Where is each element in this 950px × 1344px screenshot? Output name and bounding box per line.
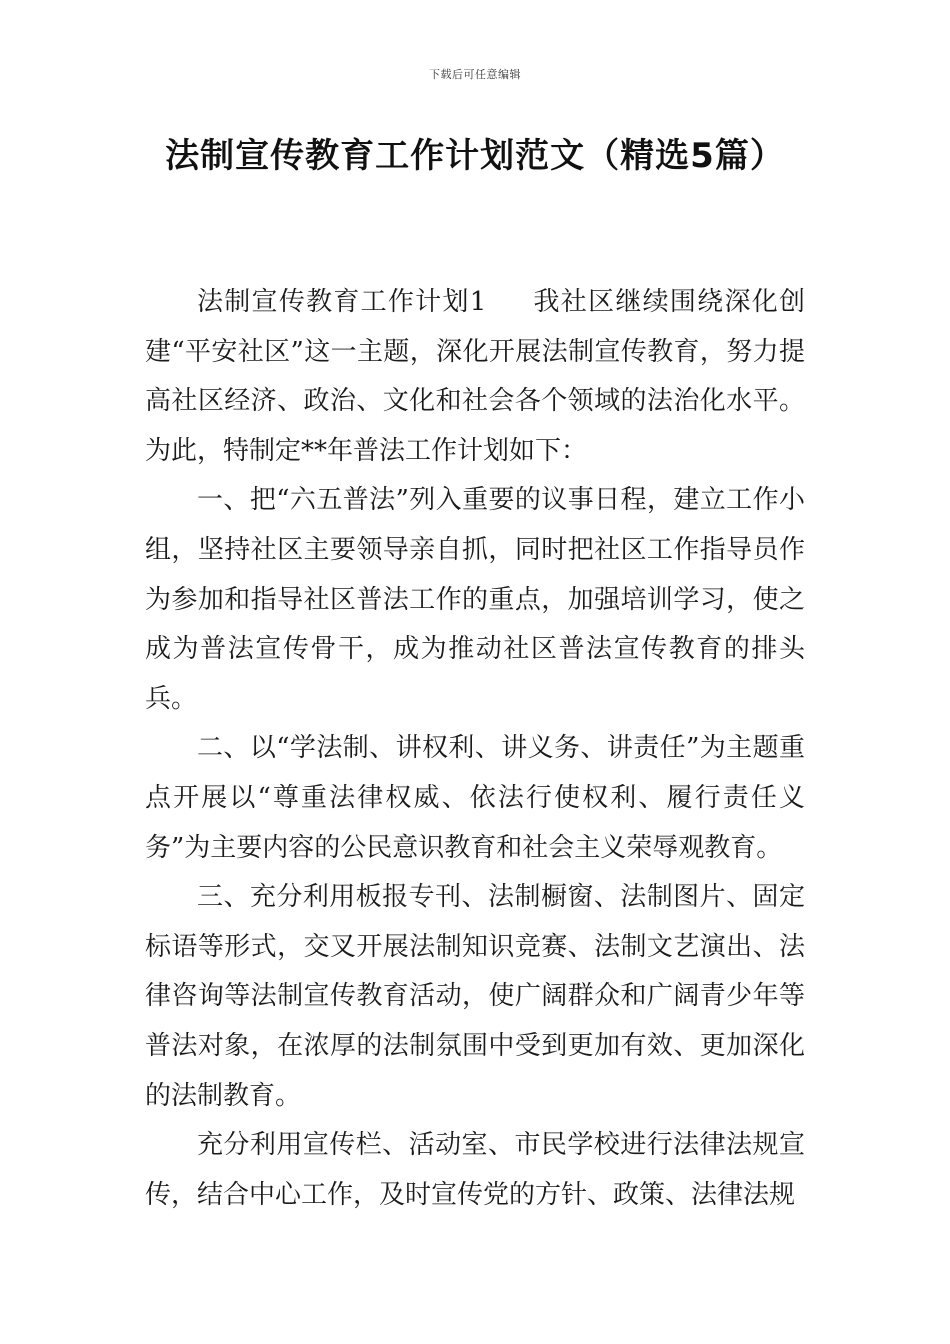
paragraph-5: 充分利用宣传栏、活动室、市民学校进行法律法规宣传，结合中心工作，及时宣传党的方针、政策、法律法规 (145, 1130, 805, 1210)
header-note: 下载后可任意编辑 (429, 68, 521, 81)
paragraph-3: 二、以“学法制、讲权利、讲义务、讲责任”为主题重点开展以“尊重法律权威、依法行使权利、履行责任义务”为主要内容的公民意识教育和社会主义荣辱观教育。 (145, 733, 805, 863)
paragraph-1-text: 我社区继续围绕深化创建“平安社区”这一主题，深化开展法制宣传教育，努力提高社区经济、政治、文化和社会各个领域的法治化水平。为此，特制定**年普法工作计划如下： (145, 287, 805, 466)
paragraph-1 (145, 278, 805, 476)
document-title: 法制宣传教育工作计划范文（精选5篇） (165, 136, 785, 176)
section-label: 法制宣传教育工作计划1 (197, 287, 487, 317)
paragraph-4: 三、充分利用板报专刊、法制橱窗、法制图片、固定标语等形式，交叉开展法制知识竞赛、法制文艺演出、法律咨询等法制宣传教育活动，使广阔群众和广阔青少年等普法对象，在浓厚的法制氛围中受到更加有效、更加深化的法制教育。 (145, 882, 805, 1111)
paragraph-2: 一、把“六五普法”列入重要的议事日程，建立工作小组，坚持社区主要领导亲自抓，同时把社区工作指导员作为参加和指导社区普法工作的重点，加强培训学习，使之成为普法宣传骨干，成为推动社区普法宣传教育的排头兵。 (145, 485, 805, 714)
document-body (145, 278, 805, 1220)
